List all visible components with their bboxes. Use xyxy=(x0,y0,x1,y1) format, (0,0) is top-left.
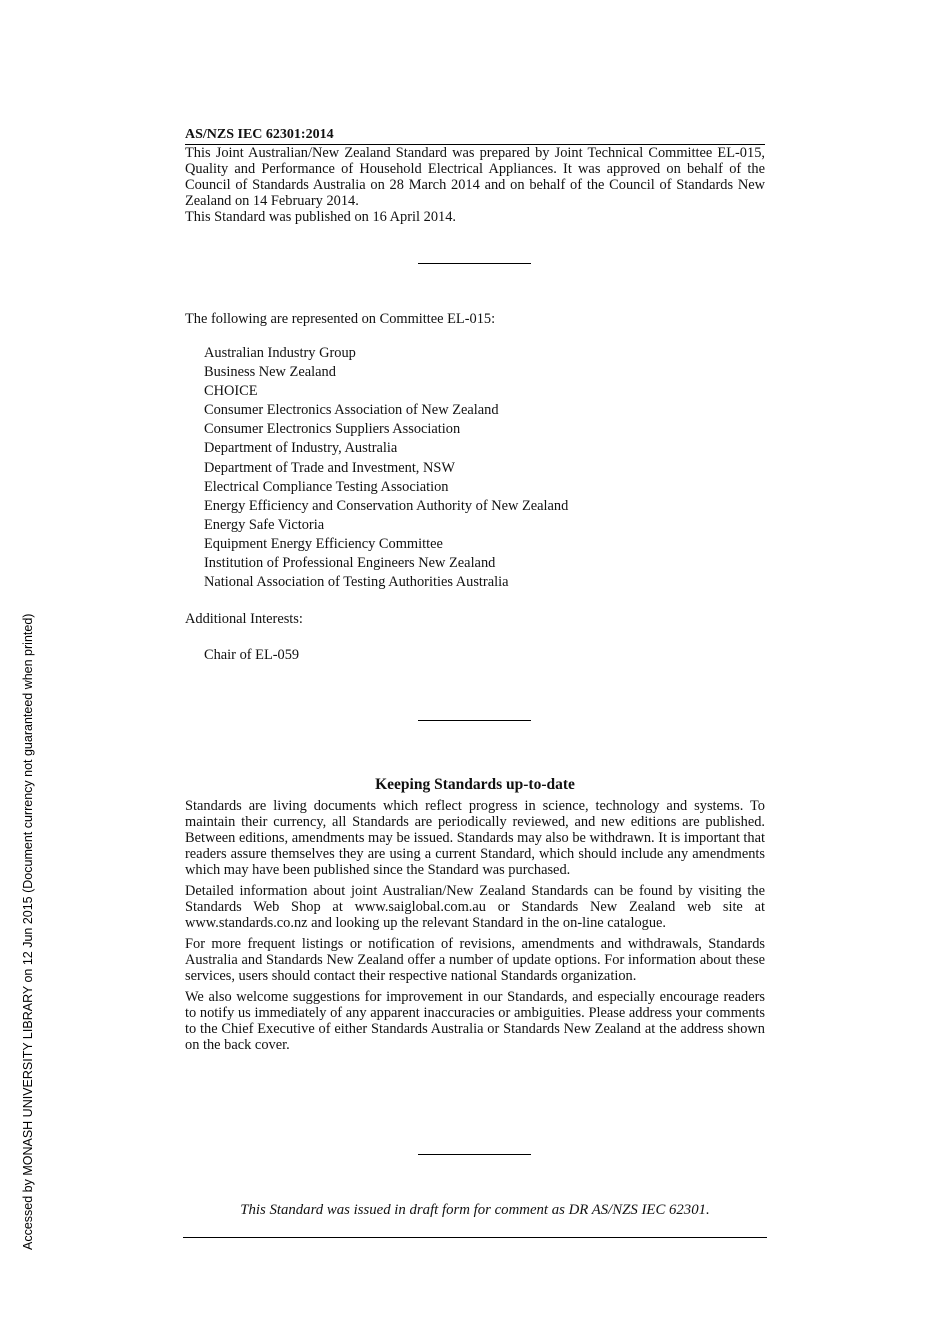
additional-interests-label: Additional Interests: xyxy=(185,611,303,627)
footer-rule xyxy=(183,1237,767,1238)
published-date: This Standard was published on 16 April 2014. xyxy=(185,209,457,225)
access-watermark: Accessed by MONASH UNIVERSITY LIBRARY on 12 Jun 2015 (Document currency not guaranteed when printed) xyxy=(21,613,35,1250)
list-item: CHOICE xyxy=(204,383,258,400)
divider-3 xyxy=(418,1154,531,1155)
list-item: Electrical Compliance Testing Association xyxy=(204,478,449,495)
committee-member-list xyxy=(204,344,568,592)
list-item: Department of Trade and Investment, NSW xyxy=(204,459,455,476)
paragraph: Standards are living documents which reflect progress in science, technology and systems. To maintain their currency, all Standards are periodically reviewed, and new editions are published. Between editions, amendments may be issued. Standards may also be withdrawn. It is important that readers assure themselves they are using a current Standard, which should include any amendments which may have been published since the Standard was purchased. xyxy=(185,798,765,878)
list-item: Consumer Electronics Suppliers Association xyxy=(204,421,461,438)
committee-intro: The following are represented on Committee EL-015: xyxy=(185,311,496,327)
additional-interests-list xyxy=(204,646,299,665)
list-item: Australian Industry Group xyxy=(204,345,356,361)
paragraph: We also welcome suggestions for improvement in our Standards, and especially encourage readers to notify us immediately of any apparent inaccuracies or ambiguities. Please address your comments to the Chief Executive of either Standards Australia or Standards New Zealand at the address shown on the back cover. xyxy=(185,989,765,1053)
list-item: Consumer Electronics Association of New Zealand xyxy=(204,402,499,419)
approval-paragraph: This Joint Australian/New Zealand Standard was prepared by Joint Technical Committee EL-015, Quality and Performance of Household Electrical Appliances. It was approved on behalf of the Council of Standards Australia on 28 March 2014 and on behalf of the Council of Standards New Zealand on 14 February 2014. xyxy=(185,145,765,209)
divider-1 xyxy=(418,263,531,264)
approval-statement xyxy=(185,145,765,225)
draft-note: This Standard was issued in draft form for comment as DR AS/NZS IEC 62301. xyxy=(240,1202,710,1218)
section-body xyxy=(185,798,765,1058)
list-item: Energy Efficiency and Conservation Authority of New Zealand xyxy=(204,497,569,514)
divider-2 xyxy=(418,720,531,721)
list-item: Chair of EL-059 xyxy=(204,647,300,663)
paragraph: For more frequent listings or notification of revisions, amendments and withdrawals, Standards Australia and Standards New Zealand offer a number of update options. For information about these services, users should contact their respective national Standards organization. xyxy=(185,936,765,984)
list-item: Institution of Professional Engineers New Zealand xyxy=(204,555,496,572)
list-item: Energy Safe Victoria xyxy=(204,516,325,533)
section-heading: Keeping Standards up-to-date xyxy=(375,776,575,793)
list-item: Equipment Energy Efficiency Committee xyxy=(204,535,443,552)
list-item: Business New Zealand xyxy=(204,364,336,381)
paragraph: Detailed information about joint Australian/New Zealand Standards can be found by visiting the Standards Web Shop at www.saiglobal.com.au or Standards New Zealand web site at www.standards.co.nz and looking up the relevant Standard in the on-line catalogue. xyxy=(185,883,765,931)
list-item: Department of Industry, Australia xyxy=(204,440,398,457)
list-item: National Association of Testing Authorities Australia xyxy=(204,574,509,591)
standard-id: AS/NZS IEC 62301:2014 xyxy=(185,127,765,145)
